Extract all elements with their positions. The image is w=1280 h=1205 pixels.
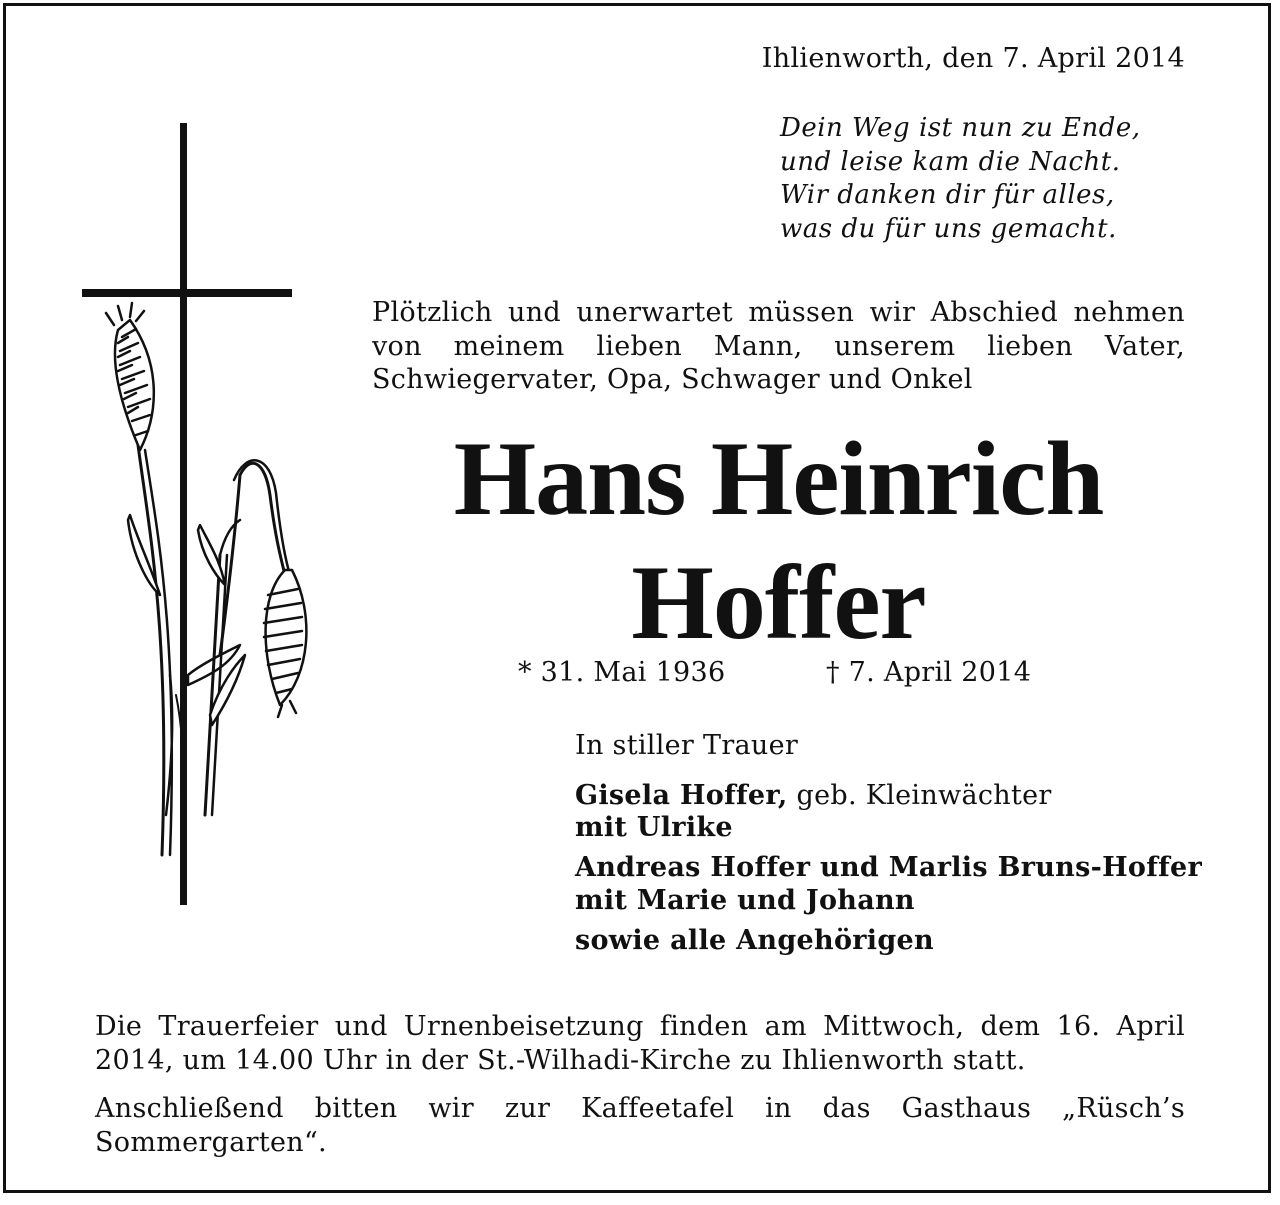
poem-line: und leise kam die Nacht.	[780, 146, 1121, 177]
mourner-name: mit Marie und Johann	[575, 885, 915, 916]
birth-date: * 31. Mai 1936	[518, 657, 726, 688]
mourner-line	[575, 884, 915, 917]
poem	[780, 112, 1195, 246]
poem-line: Dein Weg ist nun zu Ende,	[780, 113, 1141, 143]
death-date: † 7. April 2014	[826, 657, 1032, 688]
mourning-intro: In stiller Trauer	[575, 730, 799, 761]
deceased-first-name: Hans Heinrich	[453, 420, 1104, 537]
mourner-line	[575, 779, 1052, 812]
poem-line: Wir danken dir für alles,	[780, 180, 1115, 210]
mourner-line	[575, 811, 733, 844]
mourner-name: Gisela Hoffer,	[575, 780, 788, 811]
funeral-info: Die Trauerfeier und Urnenbeisetzung finden am Mittwoch, dem 16. April 2014, um 14.00 Uhr in der St.-Wilhadi-Kirche zu Ihlienworth statt.	[95, 1011, 1185, 1076]
poem-line: was du für uns gemacht.	[780, 213, 1117, 244]
mourner-line	[575, 851, 1202, 884]
deceased-last-name: Hoffer	[631, 544, 926, 661]
coffee-info: Anschließend bitten wir zur Kaffeetafel in das Gasthaus „Rüsch’s Sommergarten“.	[95, 1093, 1185, 1158]
cross-with-wheat-icon	[70, 115, 330, 915]
mourner-line	[575, 924, 934, 957]
mourner-name: Andreas Hoffer und Marlis Bruns-Hoffer	[575, 852, 1203, 883]
mourner-name: mit Ulrike	[575, 812, 733, 843]
mourner-maiden-name: geb. Kleinwächter	[787, 780, 1052, 811]
intro-text: Plötzlich und unerwartet müssen wir Abschied nehmen von meinem lieben Mann, unserem lieben Vater, Schwiegervater, Opa, Schwager und Onkel	[372, 297, 1185, 395]
place-date: Ihlienworth, den 7. April 2014	[761, 43, 1185, 74]
mourner-name: sowie alle Angehörigen	[575, 925, 934, 956]
